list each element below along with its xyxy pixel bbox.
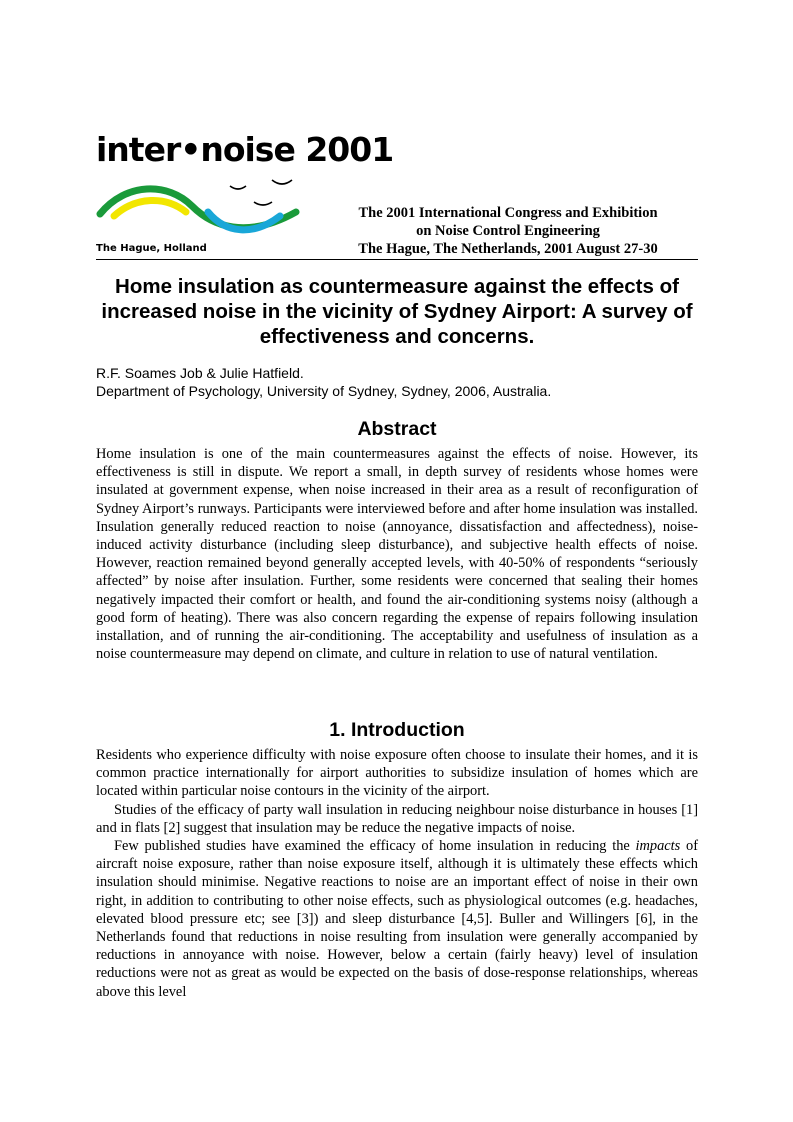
arc-mark-2	[272, 180, 292, 184]
intro-paragraph-3	[96, 837, 698, 1001]
conference-line-3: The Hague, The Netherlands, 2001 August 27-30	[358, 241, 658, 257]
introduction-text	[96, 746, 698, 1001]
arc-mark-3	[254, 202, 272, 205]
logo-city: The Hague, Holland	[96, 243, 207, 254]
wave-logo-graphic	[96, 176, 316, 242]
conference-line-2: on Noise Control Engineering	[416, 223, 600, 239]
internoise-logo	[96, 130, 394, 260]
abstract-heading: Abstract	[357, 418, 437, 440]
intro-p3-emphasis: impacts	[635, 838, 681, 855]
affiliation: Department of Psychology, University of Sydney, Sydney, 2006, Australia.	[96, 383, 552, 399]
intro-p3-start: Few published studies have examined the efficacy of home insulation in reducing the	[114, 838, 636, 855]
conference-line-1: The 2001 International Congress and Exhibition	[358, 205, 658, 221]
authors: R.F. Soames Job & Julie Hatfield.	[96, 365, 304, 381]
intro-paragraph-1: Residents who experience difficulty with noise exposure often choose to insulate their homes, and it is common practice internationally for airport authorities to subsidize insulation of homes which are located within particular noise contours in the vicinity of the airport.	[96, 747, 698, 800]
abstract-text	[96, 445, 698, 663]
intro-p3-rest: of aircraft noise exposure, rather than noise exposure itself, although it is ultimately these effects which insulation should minimise. Negative reactions to noise are an important effect of noise in their own right, in addition to contributing to other noise effects, such as physiological outcomes (e.g. headaches, elevated blood pressure etc; see [3]) and sleep disturbance [4,5]. Buller and Willingers [6], in the Netherlands found that reductions in noise resulting from insulation were generally accompanied by reductions in annoyance with noise. However, below a certain (fairly heavy) level of insulation reductions were not as great as would be expected on the basis of dose-response relationships, whereas above this level	[96, 838, 698, 1000]
intro-paragraph-2: Studies of the efficacy of party wall insulation in reducing neighbour noise disturbance in houses [1] and in flats [2] suggest that insulation may be reduce the negative impacts of noise.	[96, 801, 698, 836]
paper-title: Home insulation as countermeasure against the effects of increased noise in the vicinity of Sydney Airport: A survey of effectiveness and concerns.	[101, 275, 693, 348]
arc-mark-1	[230, 186, 246, 189]
header-divider	[96, 259, 698, 260]
author-block	[96, 364, 698, 400]
logo-text: inter•noise 2001	[96, 130, 394, 169]
yellow-wave	[114, 200, 186, 216]
abstract-paragraph: Home insulation is one of the main countermeasures against the effects of noise. However, its effectiveness is still in dispute. We report a small, in depth survey of residents whose homes were insulated at government expense, when noise increased in their area as a result of reconfiguration of Sydney Airport’s runways. Participants were interviewed before and after home insulation was installed. Insulation generally reduced reaction to noise (annoyance, dissatisfaction and affectedness), noise-induced activity disturbance (including sleep disturbance), and subjective health effects of noise. However, reaction remained beyond generally accepted levels, with 40-50% of respondents “seriously affected” by noise after insulation. Further, some residents were concerned that sealing their homes negatively impacted their comfort or health, and found the air-conditioning systems noisy (although a good form of heating). There was also concern regarding the expense of repairs following insulation installation, and of running the air-conditioning. The acceptability and usefulness of insulation as a noise countermeasure may depend on climate, and culture in relation to use of natural ventilation.	[96, 446, 698, 663]
introduction-heading: 1. Introduction	[329, 719, 465, 741]
conference-info	[338, 204, 678, 258]
